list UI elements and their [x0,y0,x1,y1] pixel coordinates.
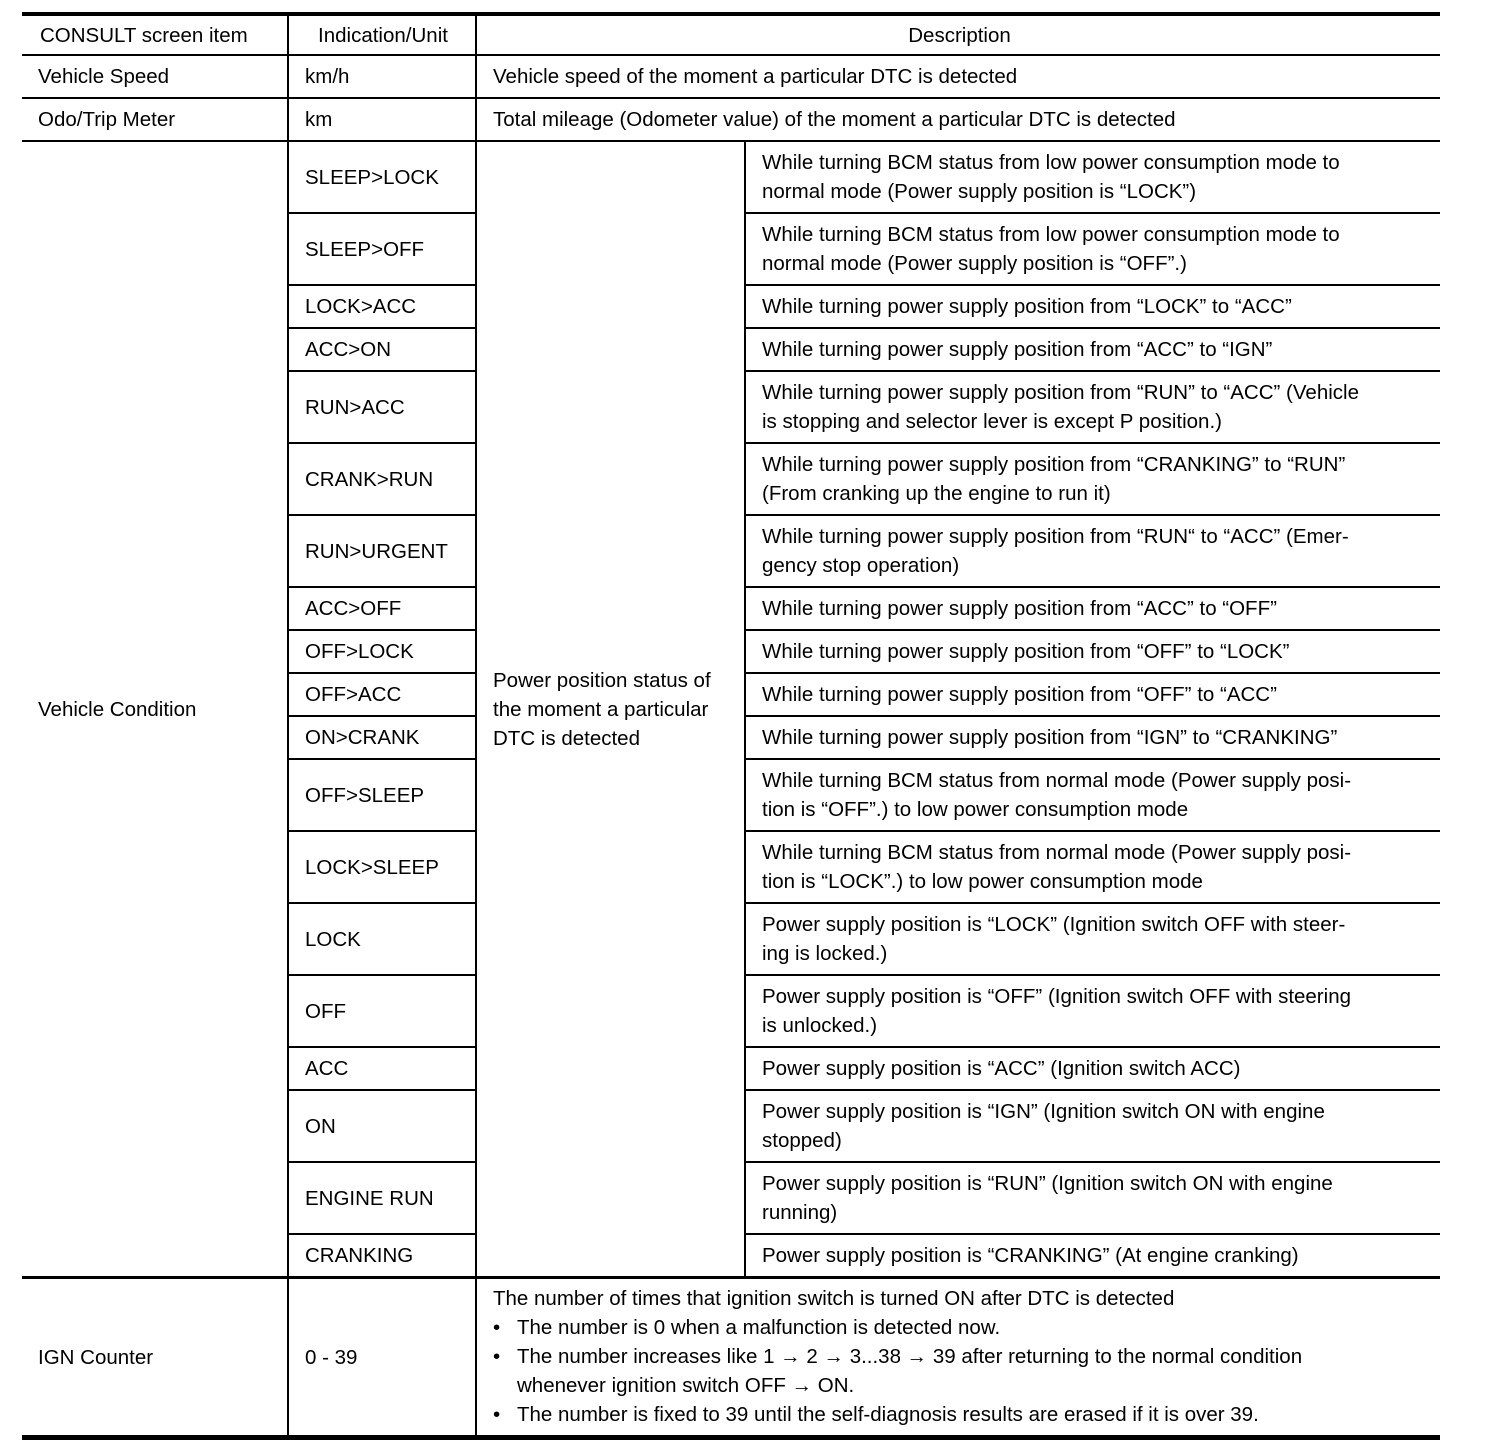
description-cell [745,443,1440,515]
description-line: (From cranking up the engine to run it) [762,482,1111,505]
description-cell [745,213,1440,285]
description-cell [745,673,1440,716]
description-cell: Vehicle speed of the moment a particular DTC is detected [476,55,1440,98]
description-line: tion is “LOCK”.) to low power consumption mode [762,870,1203,893]
description-line: While turning power supply position from “CRANKING” to “RUN” [762,453,1346,476]
group-description-cell [476,141,745,1278]
unit-cell: OFF>LOCK [288,630,476,673]
consult-data-table [22,12,1440,1440]
description-cell [745,630,1440,673]
description-cell [745,1047,1440,1090]
bullet-icon: • [493,1315,501,1339]
description-line: Power supply position is “OFF” (Ignition switch OFF with steering [762,985,1351,1008]
description-line: DTC is detected [493,726,640,750]
description-line: While turning power supply position from “RUN“ to “ACC” (Emer- [762,525,1349,548]
description-line: tion is “OFF”.) to low power consumption mode [762,798,1189,821]
description-line: While turning BCM status from low power consumption mode to [762,223,1340,246]
table-row-vehicle-condition [22,141,1440,213]
unit-cell: CRANK>RUN [288,443,476,515]
header-item: CONSULT screen item [22,14,288,55]
unit-cell: LOCK>ACC [288,285,476,328]
description-line: Power position status of [493,668,711,692]
description-line: While turning BCM status from normal mode (Power supply posi- [762,769,1352,792]
bullet-item [493,1342,1426,1400]
unit-cell: SLEEP>OFF [288,213,476,285]
unit-cell: CRANKING [288,1234,476,1278]
description-cell [745,716,1440,759]
description-cell [745,1162,1440,1234]
description-line: is unlocked.) [762,1014,878,1037]
description-line: the moment a particular [493,697,709,721]
unit-cell: ON>CRANK [288,716,476,759]
description-cell [476,1278,1440,1438]
description-cell [745,903,1440,975]
description-line: stopped) [762,1129,842,1152]
description-cell [745,1234,1440,1278]
description-line: is stopping and selector lever is except P position.) [762,410,1222,433]
description-line: Power supply position is “IGN” (Ignition switch ON with engine [762,1100,1325,1123]
description-cell [745,328,1440,371]
bullet-line: The number is fixed to 39 until the self-diagnosis results are erased if it is over 39. [517,1402,1259,1426]
unit-cell: LOCK>SLEEP [288,831,476,903]
description-line: normal mode (Power supply position is “OFF”.) [762,252,1187,275]
unit-cell: LOCK [288,903,476,975]
description-line: normal mode (Power supply position is “LOCK”) [762,180,1197,203]
description-line: While turning power supply position from “ACC” to “OFF” [762,597,1277,620]
table-row-ign-counter [22,1278,1440,1438]
bullet-icon: • [493,1402,501,1426]
item-cell: IGN Counter [22,1278,288,1438]
table-row-vehicle-speed [22,55,1440,98]
item-cell: Vehicle Speed [22,55,288,98]
unit-cell: ON [288,1090,476,1162]
bullet-text [517,1400,1259,1429]
unit-cell: RUN>URGENT [288,515,476,587]
bullet-text [517,1342,1302,1400]
unit-cell: OFF>SLEEP [288,759,476,831]
unit-cell: ACC>ON [288,328,476,371]
description-cell [745,831,1440,903]
description-cell [745,285,1440,328]
bullet-line: The number is 0 when a malfunction is detected now. [517,1315,1001,1339]
description-line: While turning BCM status from normal mode (Power supply posi- [762,841,1352,864]
description-line: While turning BCM status from low power consumption mode to [762,151,1340,174]
description-cell [745,587,1440,630]
bullet-icon: • [493,1344,501,1368]
description-line: Power supply position is “LOCK” (Ignition switch OFF with steer- [762,913,1346,936]
unit-cell: km [288,98,476,141]
description-line: ing is locked.) [762,942,888,965]
description-cell [745,141,1440,213]
table-header-row [22,14,1440,55]
description-cell [745,975,1440,1047]
description-line: running) [762,1201,838,1224]
item-cell: Vehicle Condition [22,141,288,1278]
header-description: Description [476,14,1440,55]
item-cell: Odo/Trip Meter [22,98,288,141]
description-line: While turning power supply position from “LOCK” to “ACC” [762,295,1292,318]
description-cell: Total mileage (Odometer value) of the moment a particular DTC is detected [476,98,1440,141]
description-cell [745,1090,1440,1162]
description-line: Power supply position is “ACC” (Ignition switch ACC) [762,1057,1241,1080]
description-cell [745,515,1440,587]
description-line: While turning power supply position from “IGN” to “CRANKING” [762,726,1338,749]
bullet-text [517,1313,1000,1342]
description-line: While turning power supply position from “OFF” to “ACC” [762,683,1277,706]
description-cell [745,759,1440,831]
header-unit: Indication/Unit [288,14,476,55]
description-line: While turning power supply position from “OFF” to “LOCK” [762,640,1290,663]
unit-cell: RUN>ACC [288,371,476,443]
bullet-line: whenever ignition switch OFF → ON. [517,1373,855,1397]
description-line: While turning power supply position from “RUN” to “ACC” (Vehicle [762,381,1359,404]
unit-cell: SLEEP>LOCK [288,141,476,213]
table-row-odo-trip-meter [22,98,1440,141]
unit-cell: ACC>OFF [288,587,476,630]
bullet-item [493,1400,1426,1429]
unit-cell: km/h [288,55,476,98]
unit-cell: OFF [288,975,476,1047]
unit-cell: ACC [288,1047,476,1090]
description-line: Power supply position is “RUN” (Ignition switch ON with engine [762,1172,1333,1195]
description-intro: The number of times that ignition switch is turned ON after DTC is detected [493,1286,1175,1310]
bullet-line: The number increases like 1 → 2 → 3...38 → 39 after returning to the normal condition [517,1344,1303,1368]
bullet-item [493,1313,1426,1342]
description-line: Power supply position is “CRANKING” (At engine cranking) [762,1244,1299,1267]
description-line: While turning power supply position from “ACC” to “IGN” [762,338,1273,361]
description-cell [745,371,1440,443]
unit-cell: ENGINE RUN [288,1162,476,1234]
unit-cell: OFF>ACC [288,673,476,716]
description-line: gency stop operation) [762,554,960,577]
unit-cell: 0 - 39 [288,1278,476,1438]
